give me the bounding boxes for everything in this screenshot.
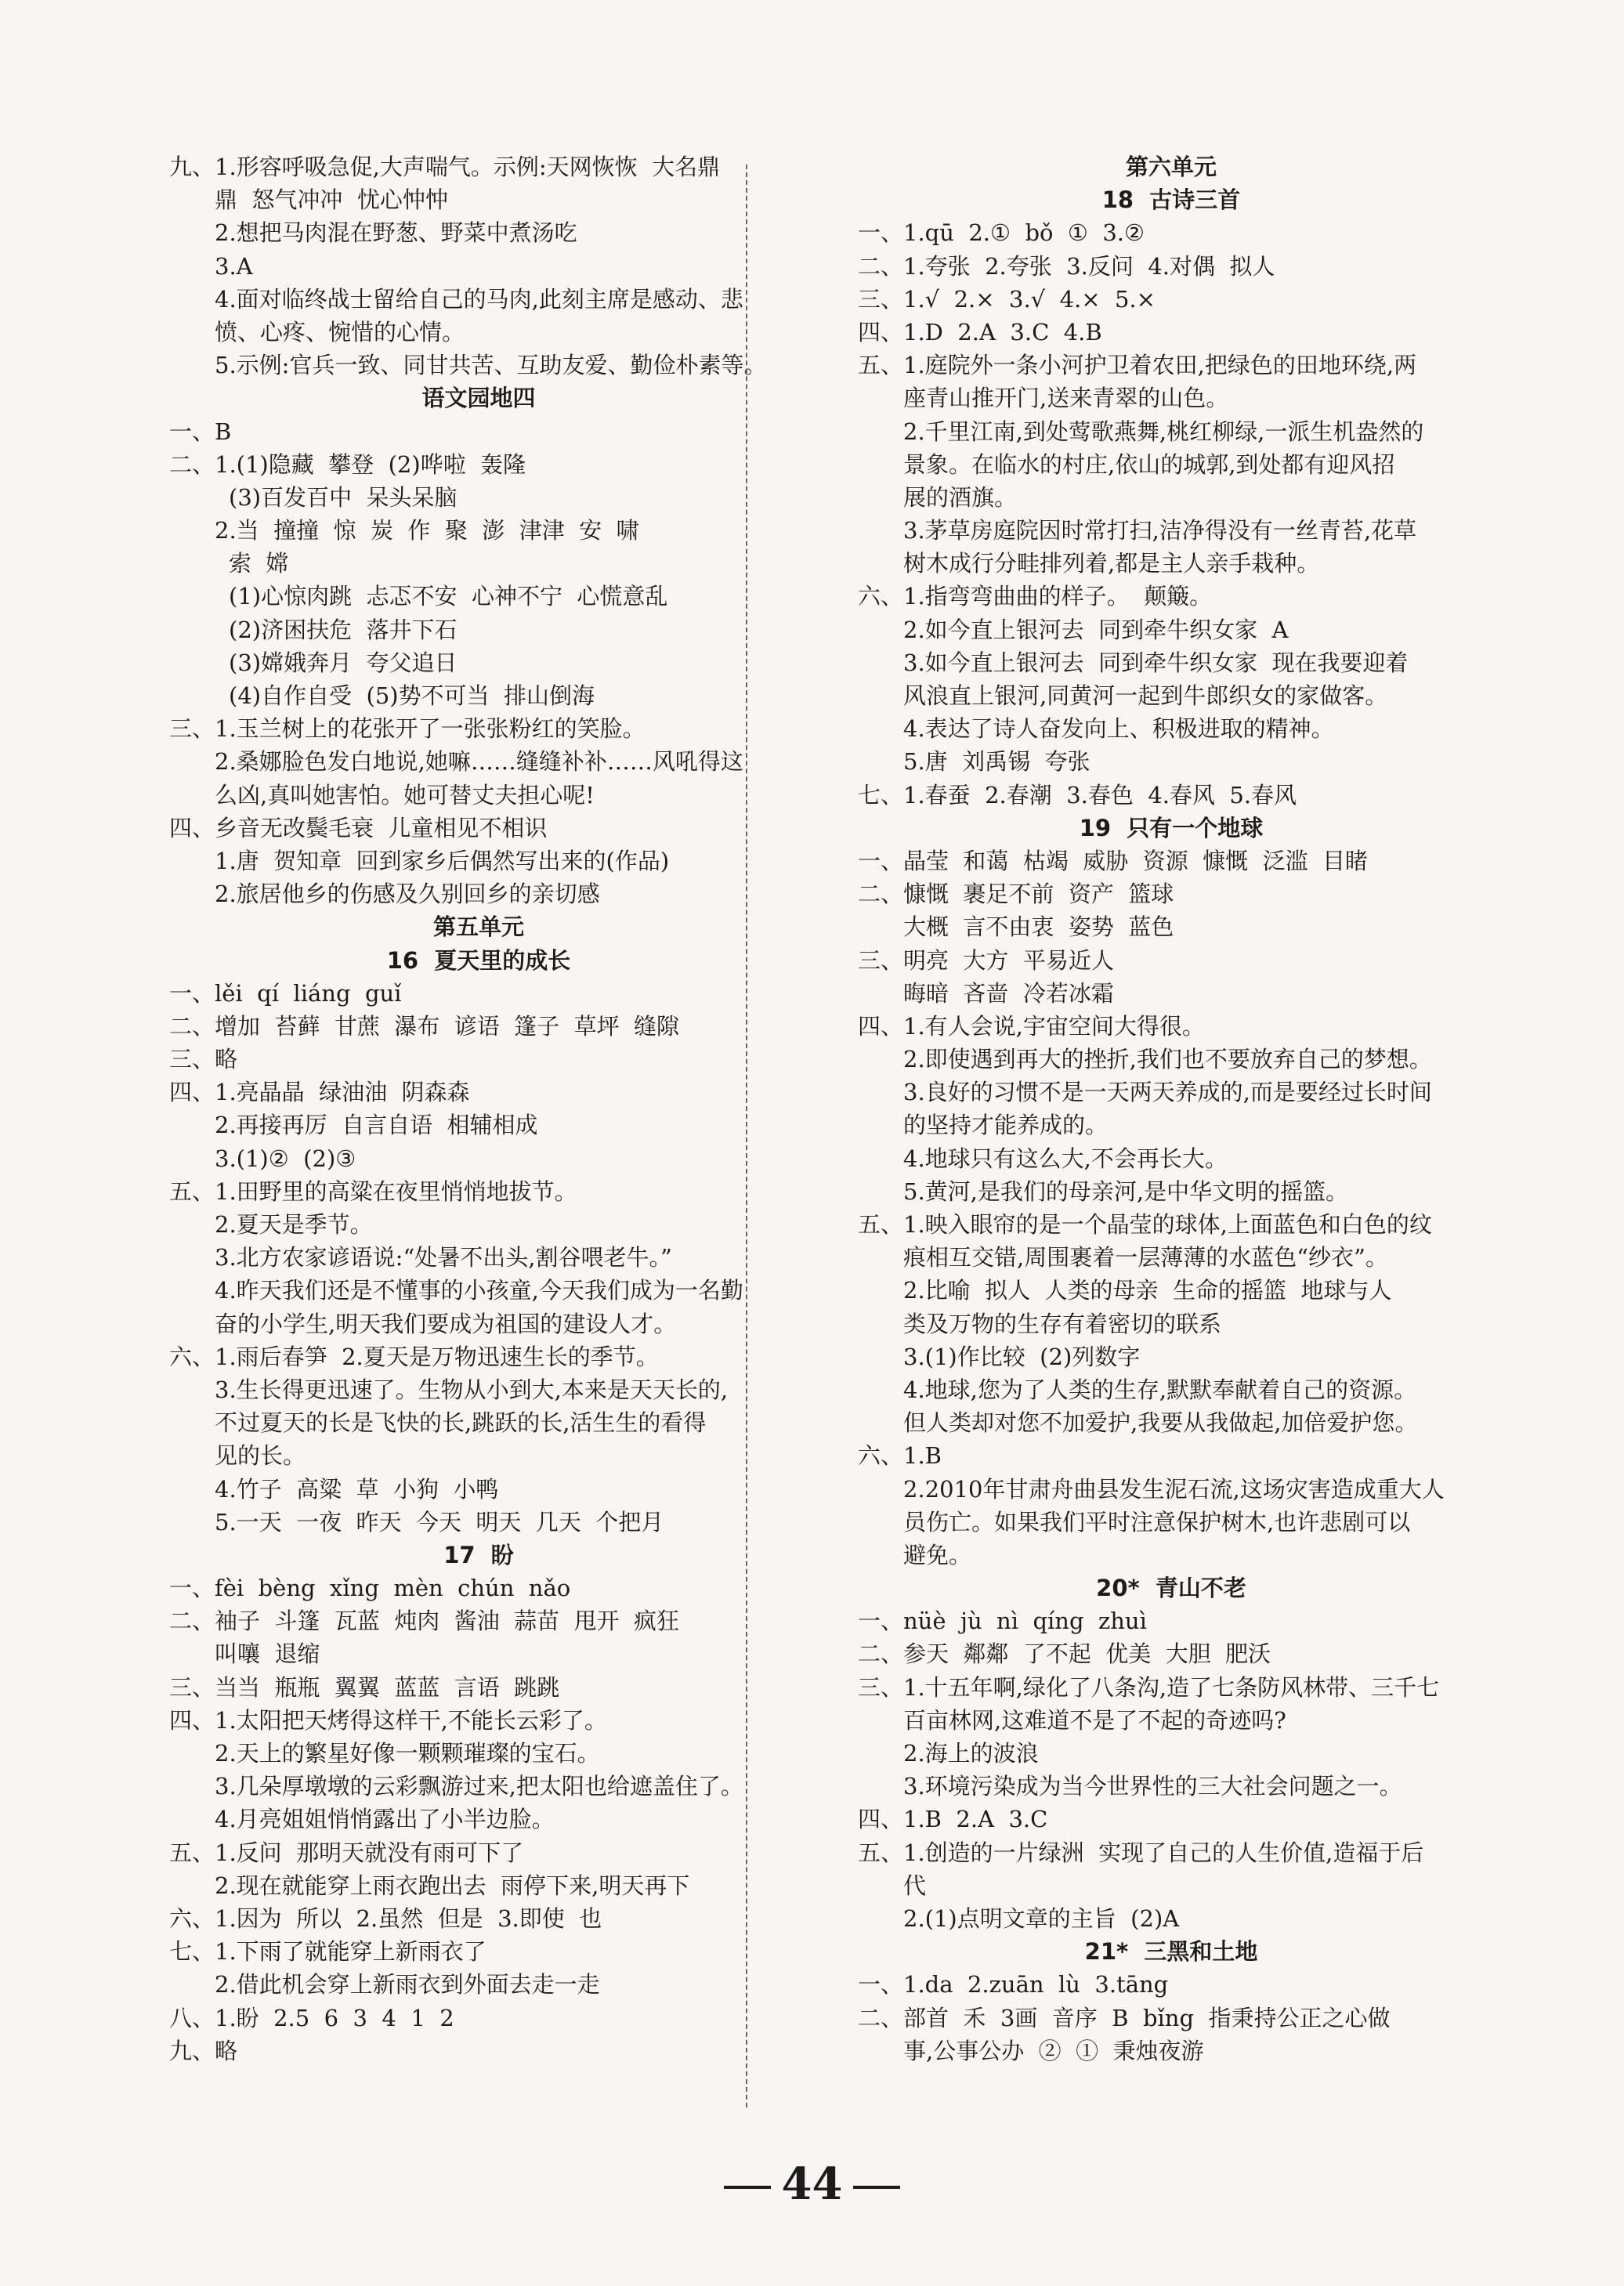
- answer-line: 不过夏天的长是飞快的长,跳跃的长,活生生的看得: [215, 1409, 707, 1437]
- answer-line: 四、1.D 2.A 3.C 4.B: [858, 318, 1102, 345]
- answer-line: 三、当当 瓶瓶 翼翼 蓝蓝 言语 跳跳: [169, 1673, 560, 1701]
- answer-line: 3.A: [215, 252, 253, 280]
- answer-line: 愤、心疼、惋惜的心情。: [215, 318, 465, 345]
- answer-line: 4.面对临终战士留给自己的马肉,此刻主席是感动、悲: [215, 285, 743, 313]
- answer-line: 类及万物的生存有着密切的联系: [903, 1310, 1222, 1337]
- answer-line: 4.表达了诗人奋发向上、积极进取的精神。: [903, 715, 1334, 743]
- answer-line: 索 嫦: [229, 550, 289, 577]
- answer-line: 5.一天 一夜 昨天 今天 明天 几天 个把月: [215, 1508, 664, 1535]
- answer-line: 展的酒旗。: [903, 483, 1018, 511]
- answer-line: 4.昨天我们还是不懂事的小孩童,今天我们成为一名勤: [215, 1277, 743, 1304]
- answer-line: 二、慷慨 裹足不前 资产 篮球: [858, 881, 1174, 908]
- answer-line: 三、1.玉兰树上的花张开了一张张粉红的笑脸。: [169, 715, 646, 743]
- answer-line: 七、1.春蚕 2.春潮 3.春色 4.春风 5.春风: [858, 781, 1297, 808]
- answer-line: 2.现在就能穿上雨衣跑出去 雨停下来,明天再下: [215, 1872, 690, 1899]
- answer-line: 一、fèi bèng xǐng mèn chún nǎo: [169, 1575, 571, 1602]
- answer-line: 但人类却对您不加爱护,我要从我做起,加倍爱护您。: [903, 1409, 1418, 1437]
- section-heading: 17 盼: [443, 1541, 514, 1568]
- answer-line: 三、1.√ 2.× 3.√ 4.× 5.×: [858, 285, 1156, 313]
- answer-line: 2.借此机会穿上新雨衣到外面去走一走: [215, 1971, 600, 1998]
- answer-line: 2.天上的繁星好像一颗颗璀璨的宝石。: [215, 1740, 600, 1767]
- answer-line: 3.如今直上银河去 同到牵牛织女家 现在我要迎着: [903, 649, 1409, 676]
- answer-line: 3.良好的习惯不是一天两天养成的,而是要经过长时间: [903, 1079, 1432, 1106]
- answer-line: 痕相互交错,周围裹着一层薄薄的水蓝色“纱衣”。: [903, 1244, 1388, 1271]
- answer-line: 一、晶莹 和蔼 枯竭 威胁 资源 慷慨 泛滥 目睹: [858, 847, 1369, 874]
- answer-line: 奋的小学生,明天我们要成为祖国的建设人才。: [215, 1310, 677, 1337]
- left-column: [169, 150, 788, 2067]
- answer-line: 见的长。: [215, 1442, 306, 1470]
- answer-line: 二、袖子 斗篷 瓦蓝 炖肉 酱油 蒜苗 甩开 疯狂: [169, 1608, 680, 1635]
- answer-line: 2.2010年甘肃舟曲县发生泥石流,这场灾害造成重大人: [903, 1475, 1445, 1503]
- column-divider: [746, 165, 747, 2107]
- answer-line: 五、1.庭院外一条小河护卫着农田,把绿色的田地环绕,两: [858, 352, 1417, 379]
- answer-line: 晦暗 吝啬 冷若冰霜: [903, 979, 1114, 1007]
- page-number-dash-left: [724, 2186, 771, 2189]
- answer-line: 3.(1)② (2)③: [215, 1145, 356, 1172]
- answer-line: 九、略: [169, 2037, 238, 2064]
- answer-line: 避免。: [903, 1541, 972, 1568]
- answer-line: 鼎 怒气冲冲 忧心忡忡: [215, 186, 448, 214]
- answer-line: 4.竹子 高粱 草 小狗 小鸭: [215, 1475, 499, 1503]
- answer-line: 3.(1)作比较 (2)列数字: [903, 1343, 1141, 1370]
- answer-line: 2.如今直上银河去 同到牵牛织女家 A: [903, 616, 1289, 643]
- answer-line: 3.北方农家谚语说:“处暑不出头,割谷喂老牛。”: [215, 1244, 672, 1271]
- answer-line: 事,公事公办 ② ① 秉烛夜游: [903, 2037, 1204, 2064]
- answer-line: 1.唐 贺知章 回到家乡后偶然写出来的(作品): [215, 847, 670, 874]
- answer-line: 5.示例:官兵一致、同甘共苦、互助友爱、勤俭朴素等。: [215, 352, 767, 379]
- answer-line: 么凶,真叫她害怕。她可替丈夫担心呢!: [215, 781, 595, 808]
- answer-line: 百亩林网,这难道不是了不起的奇迹吗?: [903, 1706, 1286, 1734]
- answer-line: 4.月亮姐姐悄悄露出了小半边脸。: [215, 1806, 555, 1833]
- answer-line: 2.夏天是季节。: [215, 1211, 373, 1238]
- answer-line: (2)济困扶危 落井下石: [229, 616, 458, 643]
- answer-line: 2.(1)点明文章的主旨 (2)A: [903, 1904, 1180, 1932]
- answer-line: (3)嫦娥奔月 夸父追日: [229, 649, 458, 676]
- right-column: [858, 150, 1485, 2067]
- answer-line: 2.再接再厉 自言自语 相辅相成: [215, 1112, 538, 1139]
- section-heading: 语文园地四: [421, 385, 536, 412]
- answer-line: 四、1.亮晶晶 绿油油 阴森森: [169, 1079, 470, 1106]
- answer-line: 一、1.qū 2.① bǒ ① 3.②: [858, 219, 1145, 247]
- answer-line: 二、参天 鄰鄰 了不起 优美 大胆 肥沃: [858, 1640, 1271, 1668]
- answer-line: 三、明亮 大方 平易近人: [858, 946, 1114, 974]
- section-heading: 第六单元: [1125, 154, 1217, 180]
- answer-line: 2.即使遇到再大的挫折,我们也不要放弃自己的梦想。: [903, 1046, 1432, 1073]
- answer-line: 2.旅居他乡的伤感及久别回乡的亲切感: [215, 881, 600, 908]
- section-heading: 20* 青山不老: [1096, 1575, 1246, 1602]
- answer-line: 5.黄河,是我们的母亲河,是中华文明的摇篮。: [903, 1177, 1349, 1205]
- answer-line: 的坚持才能养成的。: [903, 1112, 1109, 1139]
- answer-line: 六、1.因为 所以 2.虽然 但是 3.即使 也: [169, 1904, 602, 1932]
- answer-line: 3.茅草房庭院因时常打扫,洁净得没有一丝青苔,花草: [903, 517, 1417, 544]
- answer-line: 2.当 撞撞 惊 炭 作 聚 澎 津津 安 啸: [215, 517, 639, 544]
- answer-line: 代: [903, 1872, 927, 1899]
- answer-line: 4.地球,您为了人类的生存,默默奉献着自己的资源。: [903, 1376, 1417, 1403]
- answer-line: 大概 言不由衷 姿势 蓝色: [903, 913, 1174, 941]
- answer-line: 九、1.形容呼吸急促,大声喘气。示例:天网恢恢 大名鼎: [169, 154, 721, 180]
- answer-line: 五、1.反问 那明天就没有雨可下了: [169, 1839, 524, 1866]
- answer-line: 2.桑娜脸色发白地说,她嘛……缝缝补补……风吼得这: [215, 748, 743, 776]
- answer-line: 三、略: [169, 1046, 238, 1073]
- section-heading: 18 古诗三首: [1101, 186, 1241, 214]
- answer-line: 座青山推开门,送来青翠的山色。: [903, 385, 1229, 412]
- answer-line: 叫嚷 退缩: [215, 1640, 320, 1668]
- answer-line: 二、1.夸张 2.夸张 3.反问 4.对偶 拟人: [858, 252, 1275, 280]
- section-heading: 第五单元: [432, 913, 524, 941]
- answer-line: 六、1.B: [858, 1442, 942, 1470]
- answer-line: 树木成行分畦排列着,都是主人亲手栽种。: [903, 550, 1320, 577]
- answer-line: 景象。在临水的村庄,依山的城郭,到处都有迎风招: [903, 450, 1395, 478]
- answer-line: 四、1.太阳把天烤得这样干,不能长云彩了。: [169, 1706, 607, 1734]
- answer-line: (1)心惊肉跳 忐忑不安 心神不宁 心慌意乱: [229, 583, 668, 610]
- page-number-value: 44: [781, 2158, 843, 2210]
- answer-line: 四、1.有人会说,宇宙空间大得很。: [858, 1012, 1205, 1040]
- answer-line: 4.地球只有这么大,不会再长大。: [903, 1145, 1228, 1172]
- page-number-dash-right: [853, 2186, 900, 2189]
- answer-line: 四、乡音无改鬓毛衰 儿童相见不相识: [169, 814, 548, 841]
- answer-line: 一、1.da 2.zuān lù 3.tāng: [858, 1971, 1169, 1998]
- answer-line: 2.比喻 拟人 人类的母亲 生命的摇篮 地球与人: [903, 1277, 1392, 1304]
- answer-line: 八、1.盼 2.5 6 3 4 1 2: [169, 2004, 454, 2031]
- answer-line: 2.想把马肉混在野葱、野菜中煮汤吃: [215, 219, 577, 247]
- answer-line: 三、1.十五年啊,绿化了八条沟,造了七条防风林带、三千七: [858, 1673, 1440, 1701]
- answer-line: 六、1.指弯弯曲曲的样子。 颠簸。: [858, 583, 1213, 610]
- answer-line: 风浪直上银河,同黄河一起到牛郎织女的家做客。: [903, 682, 1388, 709]
- answer-line: 3.生长得更迅速了。生物从小到大,本来是天天长的,: [215, 1376, 729, 1403]
- answer-line: 2.千里江南,到处莺歌燕舞,桃红柳绿,一派生机盎然的: [903, 418, 1424, 445]
- answer-line: 3.几朵厚墩墩的云彩飘游过来,把太阳也给遮盖住了。: [215, 1773, 743, 1800]
- answer-line: 六、1.雨后春笋 2.夏天是万物迅速生长的季节。: [169, 1343, 659, 1370]
- answer-line: 二、部首 禾 3画 音序 B bǐng 指秉持公正之心做: [858, 2004, 1391, 2031]
- answer-line: 5.唐 刘禹锡 夸张: [903, 748, 1091, 776]
- answer-line: 员伤亡。如果我们平时注意保护树木,也许悲剧可以: [903, 1508, 1411, 1535]
- answer-line: 二、增加 苔藓 甘蔗 瀑布 谚语 篷子 草坪 缝隙: [169, 1012, 680, 1040]
- answer-line: 一、lěi qí liáng guǐ: [169, 979, 402, 1007]
- answer-line: 2.海上的波浪: [903, 1740, 1039, 1767]
- section-heading: 21* 三黑和土地: [1084, 1938, 1258, 1966]
- answer-line: 一、nüè jù nì qíng zhuì: [858, 1608, 1147, 1635]
- answer-line: 3.环境污染成为当今世界性的三大社会问题之一。: [903, 1773, 1402, 1800]
- page-number: [0, 2158, 1624, 2210]
- section-heading: 16 夏天里的成长: [386, 946, 571, 974]
- answer-line: 七、1.下雨了就能穿上新雨衣了: [169, 1938, 486, 1966]
- answer-line: 五、1.创造的一片绿洲 实现了自己的人生价值,造福于后: [858, 1839, 1424, 1866]
- answer-line: 五、1.田野里的高粱在夜里悄悄地拔节。: [169, 1177, 577, 1205]
- answer-line: (4)自作自受 (5)势不可当 排山倒海: [229, 682, 595, 709]
- section-heading: 19 只有一个地球: [1079, 814, 1264, 841]
- answer-line: 二、1.(1)隐藏 攀登 (2)哗啦 轰隆: [169, 450, 526, 478]
- answer-line: 五、1.映入眼帘的是一个晶莹的球体,上面蓝色和白色的纹: [858, 1211, 1432, 1238]
- answer-line: (3)百发百中 呆头呆脑: [229, 483, 458, 511]
- answer-line: 一、B: [169, 418, 232, 445]
- answer-line: 四、1.B 2.A 3.C: [858, 1806, 1048, 1833]
